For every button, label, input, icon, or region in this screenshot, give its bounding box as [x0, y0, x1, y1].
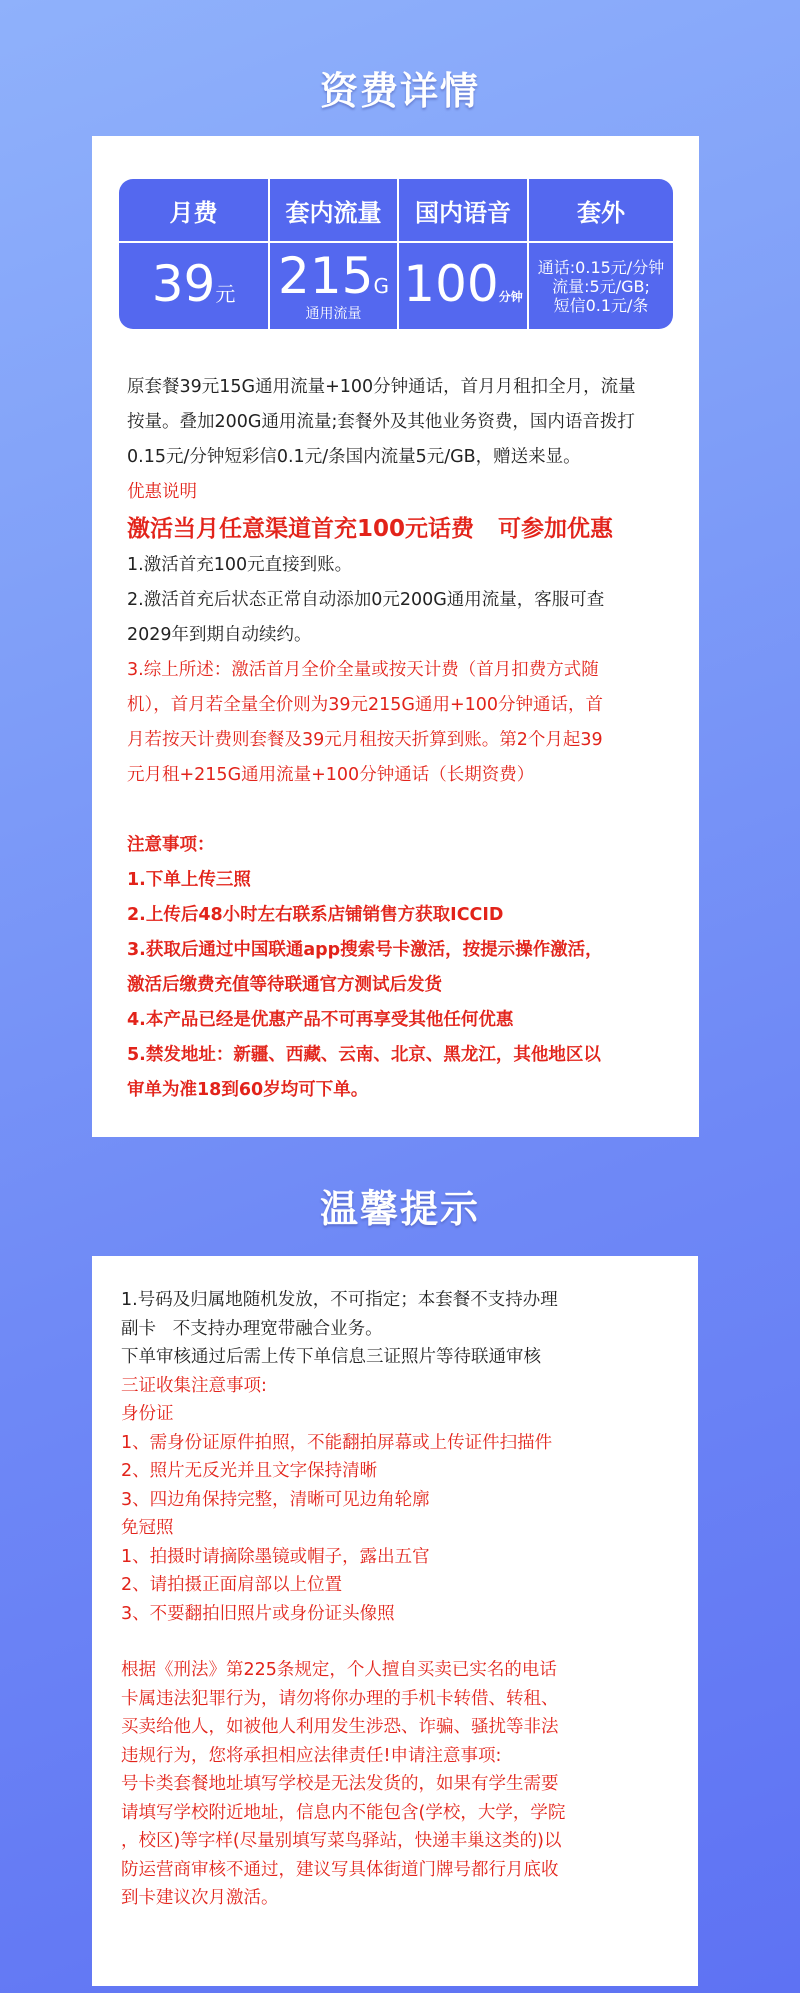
- tip-line: 副卡 不支持办理宽带融合业务。: [121, 1318, 383, 1339]
- voice-minutes-value: 100: [403, 255, 499, 313]
- legal-line: 请填写学校附近地址，信息内不能包含(学校，大学，学院: [121, 1802, 566, 1823]
- promo-item-2-line: 2029年到期自动续约。: [127, 625, 312, 645]
- legal-line: 号卡类套餐地址填写学校是无法发货的，如果有学生需要: [121, 1774, 559, 1794]
- promo-item-3-line: 机），首月若全量全价则为39元215G通用+100分钟通话，首: [127, 695, 604, 715]
- notice-line: 4.本产品已经是优惠产品不可再享受其他任何优惠: [127, 1010, 514, 1030]
- extra-call-rate: 通话:0.15元/分钟: [537, 258, 665, 277]
- legal-line: 违规行为，您将承担相应法律责任!申请注意事项:: [121, 1745, 502, 1766]
- data-amount-note: 通用流量: [305, 306, 362, 322]
- fee-header-data: 套内流量: [285, 198, 382, 227]
- data-amount-unit: G: [373, 274, 389, 298]
- tip-line: 下单审核通过后需上传下单信息三证照片等待联通审核: [121, 1347, 541, 1367]
- tip-line: 免冠照: [121, 1518, 174, 1538]
- intro-line: 0.15元/分钟短彩信0.1元/条国内流量5元/GB，赠送来显。: [127, 447, 581, 467]
- promo-item-3-line: 月若按天计费则套餐及39元月租按天折算到账。第2个月起39: [127, 730, 603, 750]
- monthly-fee-unit: 元: [215, 282, 236, 306]
- legal-line: 根据《刑法》第225条规定，个人擅自买卖已实名的电话: [121, 1660, 557, 1680]
- notice-line: 1.下单上传三照: [127, 870, 251, 890]
- notice-title: 注意事项：: [127, 835, 215, 855]
- fee-col-extra: [527, 179, 673, 329]
- notice-line: 2.上传后48小时左右联系店铺销售方获取ICCID: [127, 905, 504, 925]
- tip-line: 1.号码及归属地随机发放，不可指定；本套餐不支持办理: [121, 1290, 558, 1310]
- tip-line: 1、拍摄时请摘除墨镜或帽子，露出五官: [121, 1546, 430, 1567]
- legal-line: ，校区)等字样(尽量别填写菜鸟驿站，快递丰巢这类的)以: [121, 1831, 562, 1851]
- legal-line: 到卡建议次月激活。: [121, 1888, 279, 1908]
- tip-line: 三证收集注意事项:: [121, 1375, 267, 1396]
- fee-details-text: [127, 370, 667, 1108]
- tip-line: 身份证: [121, 1404, 174, 1424]
- fee-table-divider: [119, 241, 673, 243]
- extra-data-rate: 流量:5元/GB;: [552, 277, 650, 296]
- fee-details-card: [92, 136, 699, 1137]
- promo-item-3-line: 3.综上所述：激活首月全价全量或按天计费（首月扣费方式随: [127, 660, 599, 680]
- legal-line: 防运营商审核不通过，建议写具体街道门牌号都行月底收: [121, 1859, 559, 1880]
- notice-line: 激活后缴费充值等待联通官方测试后发货: [127, 975, 442, 995]
- section-title-tips: 温馨提示: [319, 1187, 480, 1231]
- intro-line: 原套餐39元15G通用流量+100分钟通话，首月月租扣全月，流量: [127, 377, 636, 397]
- tip-line: 1、需身份证原件拍照，不能翻拍屏幕或上传证件扫描件: [121, 1432, 553, 1453]
- tip-line: 3、不要翻拍旧照片或身份证头像照: [121, 1603, 395, 1624]
- tip-line: 2、照片无反光并且文字保持清晰: [121, 1461, 378, 1481]
- promo-item-1: 1.激活首充100元直接到账。: [127, 555, 353, 575]
- legal-line: 卡属违法犯罪行为，请勿将你办理的手机卡转借、转租、: [121, 1688, 559, 1709]
- intro-line: 按量。叠加200G通用流量;套餐外及其他业务资费，国内语音拨打: [127, 412, 635, 432]
- promo-item-3-line: 元月租+215G通用流量+100分钟通话（长期资费）: [127, 765, 535, 785]
- fee-table: [119, 179, 673, 329]
- promo-label: 优惠说明: [127, 482, 197, 502]
- fee-col-monthly: [119, 179, 268, 329]
- fee-header-monthly: 月费: [169, 198, 218, 227]
- fee-col-voice: [397, 179, 527, 329]
- fee-header-voice: 国内语音: [415, 198, 511, 227]
- tips-text: [121, 1286, 681, 1913]
- tip-line: 2、请拍摄正面肩部以上位置: [121, 1575, 343, 1595]
- data-amount-value: 215: [278, 247, 374, 305]
- notice-line: 5.禁发地址：新疆、西藏、云南、北京、黑龙江，其他地区以: [127, 1045, 601, 1065]
- notice-line: 审单为准18到60岁均可下单。: [127, 1080, 369, 1100]
- tip-line: 3、四边角保持完整，清晰可见边角轮廓: [121, 1489, 430, 1510]
- section-title-fee-details: 资费详情: [319, 69, 480, 113]
- promo-item-2-line: 2.激活首充后状态正常自动添加0元200G通用流量，客服可查: [127, 590, 605, 610]
- fee-header-extra: 套外: [577, 198, 625, 227]
- monthly-fee-value: 39: [151, 255, 216, 313]
- tips-card: [92, 1256, 698, 1986]
- extra-sms-rate: 短信0.1元/条: [553, 296, 649, 315]
- voice-minutes-unit: 分钟: [498, 290, 523, 304]
- promo-headline: 激活当月任意渠道首充100元话费 可参加优惠: [127, 516, 614, 542]
- fee-col-data: [268, 179, 397, 329]
- notice-line: 3.获取后通过中国联通app搜索号卡激活，按提示操作激活，: [127, 940, 603, 960]
- legal-line: 买卖给他人，如被他人利用发生涉恐、诈骗、骚扰等非法: [121, 1717, 559, 1737]
